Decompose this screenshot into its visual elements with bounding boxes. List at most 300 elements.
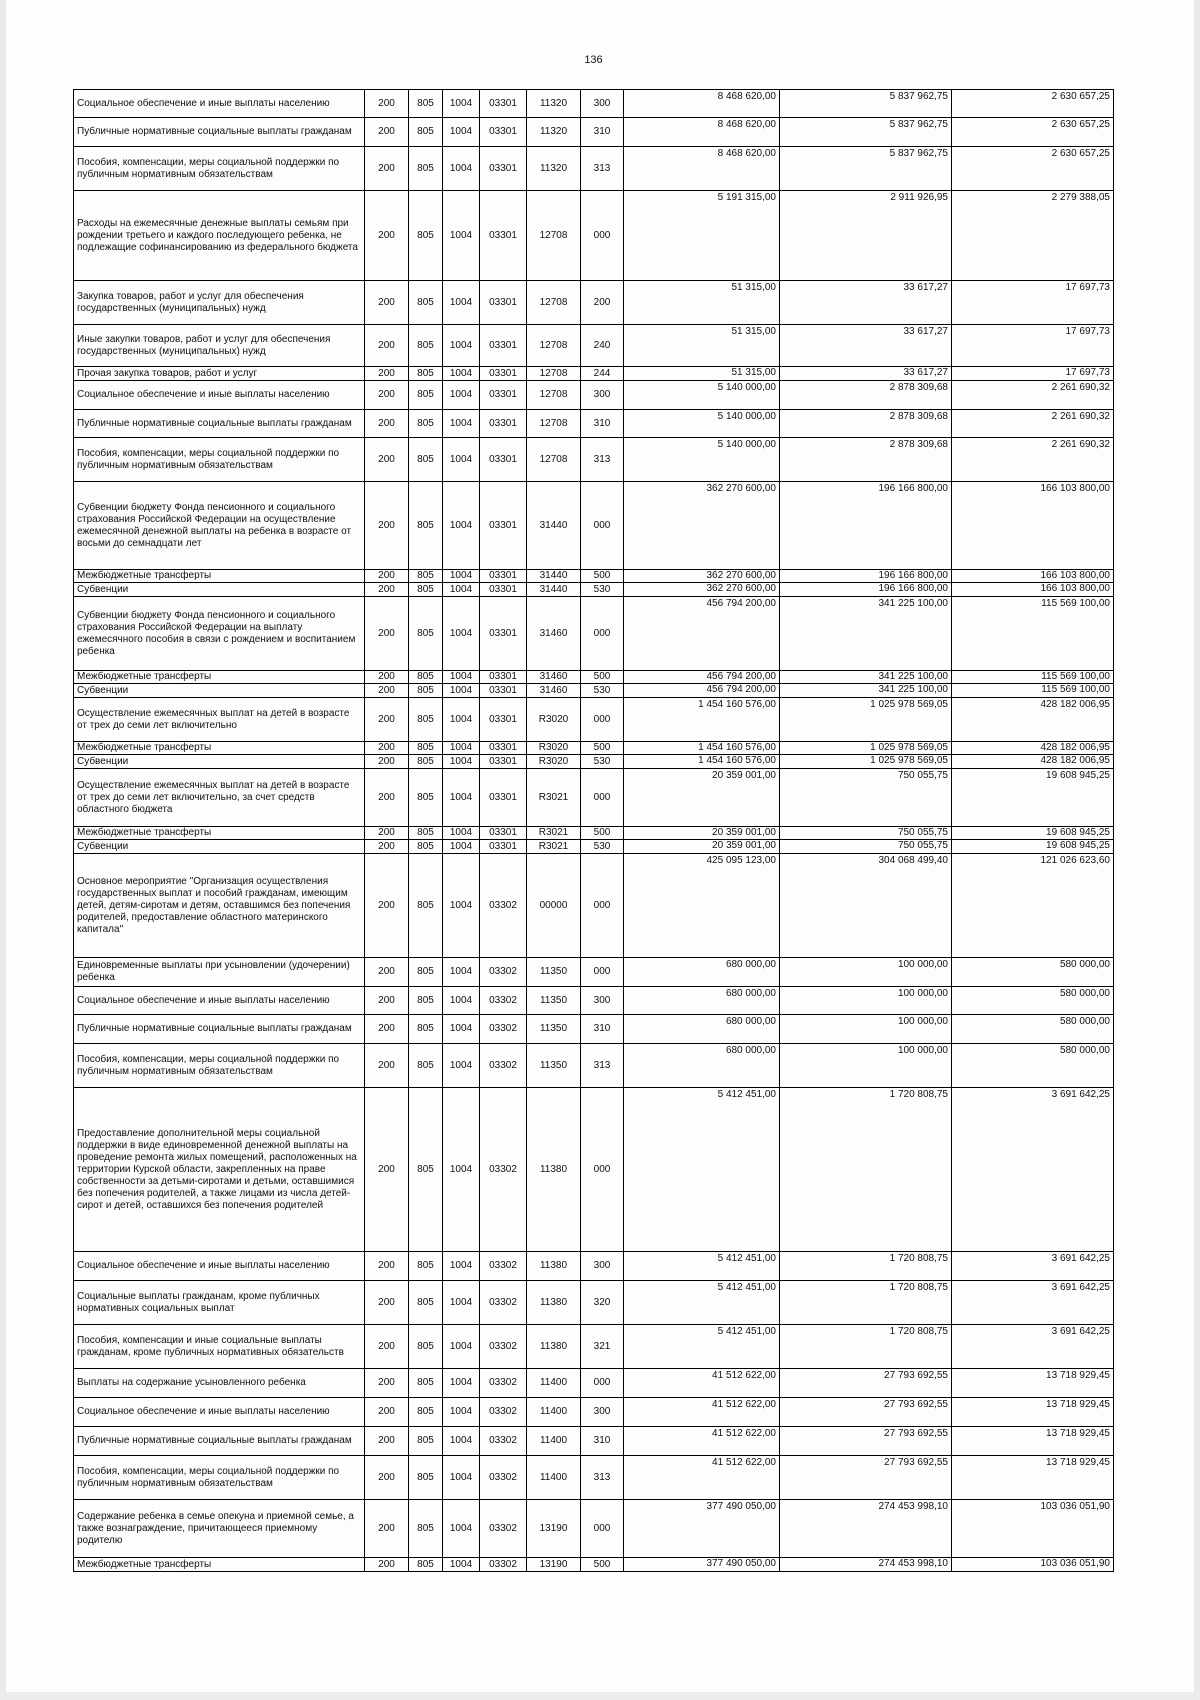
code-cell: 805 [409, 854, 443, 958]
code-cell: 1004 [443, 671, 480, 684]
code-cell: 805 [409, 438, 443, 482]
table-row [74, 438, 1114, 482]
code-cell: 03302 [480, 1558, 527, 1572]
code-cell: 12708 [527, 191, 581, 281]
code-cell: 200 [365, 570, 409, 583]
row-name: Социальное обеспечение и иные выплаты населению [74, 1398, 365, 1427]
amount-cell: 51 315,00 [624, 281, 780, 325]
code-cell: 805 [409, 755, 443, 769]
code-cell: 500 [581, 671, 624, 684]
code-cell: 313 [581, 1044, 624, 1088]
row-name: Пособия, компенсации, меры социальной поддержки по публичным нормативным обязательствам [74, 1456, 365, 1500]
code-cell: 03302 [480, 958, 527, 987]
code-cell: 03301 [480, 482, 527, 570]
code-cell: 805 [409, 987, 443, 1015]
row-name: Выплаты на содержание усыновленного ребенка [74, 1369, 365, 1398]
code-cell: 200 [365, 1044, 409, 1088]
row-name: Субвенции бюджету Фонда пенсионного и социального страхования Российской Федерации на осуществление ежемесячной денежной выплаты на ребенка в возрасте от восьми до семнадцати лет [74, 482, 365, 570]
row-name: Социальное обеспечение и иные выплаты населению [74, 987, 365, 1015]
row-name: Пособия, компенсации, меры социальной поддержки по публичным нормативным обязательствам [74, 147, 365, 191]
code-cell: 03302 [480, 854, 527, 958]
amount-cell: 51 315,00 [624, 325, 780, 367]
row-name: Предоставление дополнительной меры социальной поддержки в виде единовременной денежной выплаты на проведение ремонта жилых помещений, расположенных на территории Курской области, закрепленных на праве собственности за детьми-сиротами и детьми, оставшимися без попечения родителей, а также лицами из числа детей-сирот и детей, оставшихся без попечения родителей [74, 1088, 365, 1252]
amount-cell: 580 000,00 [952, 958, 1114, 987]
code-cell: 805 [409, 1044, 443, 1088]
code-cell: 03302 [480, 1369, 527, 1398]
table-row [74, 410, 1114, 438]
code-cell: 805 [409, 191, 443, 281]
amount-cell: 1 454 160 576,00 [624, 755, 780, 769]
code-cell: 530 [581, 684, 624, 698]
amount-cell: 5 837 962,75 [780, 118, 952, 147]
code-cell: 805 [409, 482, 443, 570]
amount-cell: 5 412 451,00 [624, 1281, 780, 1325]
code-cell: 500 [581, 1558, 624, 1572]
table-row [74, 1015, 1114, 1044]
table-row [74, 583, 1114, 597]
amount-cell: 1 025 978 569,05 [780, 755, 952, 769]
table-row [74, 367, 1114, 381]
row-name: Субвенции [74, 684, 365, 698]
table-row [74, 1088, 1114, 1252]
code-cell: 1004 [443, 325, 480, 367]
amount-cell: 100 000,00 [780, 987, 952, 1015]
code-cell: 11350 [527, 987, 581, 1015]
scan-edge-bottom [0, 1692, 1200, 1700]
amount-cell: 3 691 642,25 [952, 1252, 1114, 1281]
table-row [74, 755, 1114, 769]
row-name: Межбюджетные трансферты [74, 827, 365, 840]
amount-cell: 13 718 929,45 [952, 1369, 1114, 1398]
code-cell: 200 [365, 1369, 409, 1398]
code-cell: 200 [365, 827, 409, 840]
table-row [74, 147, 1114, 191]
code-cell: 321 [581, 1325, 624, 1369]
code-cell: 03302 [480, 1456, 527, 1500]
amount-cell: 580 000,00 [952, 987, 1114, 1015]
code-cell: 200 [365, 769, 409, 827]
amount-cell: 580 000,00 [952, 1015, 1114, 1044]
table-row [74, 1500, 1114, 1558]
amount-cell: 5 837 962,75 [780, 147, 952, 191]
code-cell: 1004 [443, 1044, 480, 1088]
amount-cell: 428 182 006,95 [952, 755, 1114, 769]
amount-cell: 341 225 100,00 [780, 684, 952, 698]
code-cell: 300 [581, 987, 624, 1015]
amount-cell: 41 512 622,00 [624, 1369, 780, 1398]
code-cell: 1004 [443, 583, 480, 597]
amount-cell: 5 140 000,00 [624, 381, 780, 410]
row-name: Расходы на ежемесячные денежные выплаты семьям при рождении третьего и каждого последующего ребенка, не подлежащие софинансированию из федерального бюджета [74, 191, 365, 281]
code-cell: 03301 [480, 769, 527, 827]
code-cell: 200 [365, 381, 409, 410]
code-cell: R3020 [527, 755, 581, 769]
amount-cell: 5 837 962,75 [780, 90, 952, 118]
amount-cell: 19 608 945,25 [952, 827, 1114, 840]
code-cell: 11400 [527, 1398, 581, 1427]
code-cell: 1004 [443, 381, 480, 410]
code-cell: 200 [365, 1558, 409, 1572]
code-cell: 03301 [480, 583, 527, 597]
code-cell: 1004 [443, 769, 480, 827]
code-cell: 244 [581, 367, 624, 381]
code-cell: 000 [581, 1369, 624, 1398]
row-name: Прочая закупка товаров, работ и услуг [74, 367, 365, 381]
code-cell: 200 [365, 482, 409, 570]
amount-cell: 1 025 978 569,05 [780, 742, 952, 755]
amount-cell: 2 878 309,68 [780, 410, 952, 438]
code-cell: 200 [365, 755, 409, 769]
table-row [74, 840, 1114, 854]
code-cell: 00000 [527, 854, 581, 958]
code-cell: 805 [409, 147, 443, 191]
amount-cell: 5 191 315,00 [624, 191, 780, 281]
code-cell: 805 [409, 381, 443, 410]
code-cell: 200 [365, 1398, 409, 1427]
table-row [74, 1558, 1114, 1572]
code-cell: 300 [581, 90, 624, 118]
code-cell: 313 [581, 1456, 624, 1500]
code-cell: 11380 [527, 1088, 581, 1252]
amount-cell: 13 718 929,45 [952, 1427, 1114, 1456]
code-cell: 240 [581, 325, 624, 367]
table-row [74, 1369, 1114, 1398]
code-cell: 805 [409, 410, 443, 438]
code-cell: 1004 [443, 742, 480, 755]
code-cell: 03302 [480, 1500, 527, 1558]
table-row [74, 698, 1114, 742]
code-cell: 1004 [443, 281, 480, 325]
amount-cell: 456 794 200,00 [624, 597, 780, 671]
code-cell: 805 [409, 684, 443, 698]
amount-cell: 2 261 690,32 [952, 438, 1114, 482]
code-cell: 000 [581, 1500, 624, 1558]
row-name: Содержание ребенка в семье опекуна и приемной семье, а также вознаграждение, причитающееся приемному родителю [74, 1500, 365, 1558]
amount-cell: 103 036 051,90 [952, 1558, 1114, 1572]
table-row [74, 1325, 1114, 1369]
row-name: Социальное обеспечение и иные выплаты населению [74, 90, 365, 118]
code-cell: 200 [365, 742, 409, 755]
amount-cell: 13 718 929,45 [952, 1456, 1114, 1500]
code-cell: 805 [409, 325, 443, 367]
code-cell: 03301 [480, 325, 527, 367]
amount-cell: 8 468 620,00 [624, 90, 780, 118]
amount-cell: 27 793 692,55 [780, 1398, 952, 1427]
code-cell: 805 [409, 1558, 443, 1572]
code-cell: 11380 [527, 1325, 581, 1369]
amount-cell: 680 000,00 [624, 958, 780, 987]
code-cell: 200 [365, 1252, 409, 1281]
code-cell: 200 [365, 1088, 409, 1252]
amount-cell: 20 359 001,00 [624, 769, 780, 827]
table-row [74, 827, 1114, 840]
amount-cell: 2 630 657,25 [952, 90, 1114, 118]
code-cell: 200 [365, 597, 409, 671]
scan-edge-left [0, 0, 6, 1700]
code-cell: R3020 [527, 698, 581, 742]
code-cell: 03301 [480, 281, 527, 325]
code-cell: 805 [409, 1252, 443, 1281]
code-cell: 1004 [443, 482, 480, 570]
code-cell: 300 [581, 1398, 624, 1427]
code-cell: 805 [409, 840, 443, 854]
code-cell: 200 [365, 118, 409, 147]
row-name: Единовременные выплаты при усыновлении (удочерении) ребенка [74, 958, 365, 987]
code-cell: 1004 [443, 90, 480, 118]
code-cell: 200 [365, 325, 409, 367]
row-name: Основное мероприятие "Организация осуществления государственных выплат и пособий гражданам, имеющим детей, детям-сиротам и детям, оставшимся без попечения родителей, предоставление областного материнского капитала" [74, 854, 365, 958]
code-cell: 530 [581, 755, 624, 769]
amount-cell: 274 453 998,10 [780, 1558, 952, 1572]
amount-cell: 2 261 690,32 [952, 381, 1114, 410]
code-cell: 805 [409, 827, 443, 840]
code-cell: 000 [581, 698, 624, 742]
row-name: Публичные нормативные социальные выплаты гражданам [74, 1015, 365, 1044]
amount-cell: 3 691 642,25 [952, 1088, 1114, 1252]
code-cell: 03301 [480, 755, 527, 769]
code-cell: 000 [581, 769, 624, 827]
code-cell: 03301 [480, 570, 527, 583]
code-cell: R3020 [527, 742, 581, 755]
code-cell: 03302 [480, 1088, 527, 1252]
row-name: Социальные выплаты гражданам, кроме публичных нормативных социальных выплат [74, 1281, 365, 1325]
code-cell: 200 [365, 410, 409, 438]
code-cell: 1004 [443, 1558, 480, 1572]
amount-cell: 362 270 600,00 [624, 583, 780, 597]
amount-cell: 362 270 600,00 [624, 570, 780, 583]
code-cell: 31440 [527, 583, 581, 597]
code-cell: 805 [409, 570, 443, 583]
budget-table [73, 89, 1114, 1572]
amount-cell: 362 270 600,00 [624, 482, 780, 570]
code-cell: 000 [581, 191, 624, 281]
code-cell: 530 [581, 840, 624, 854]
amount-cell: 1 720 808,75 [780, 1325, 952, 1369]
code-cell: 000 [581, 482, 624, 570]
amount-cell: 19 608 945,25 [952, 769, 1114, 827]
amount-cell: 428 182 006,95 [952, 742, 1114, 755]
amount-cell: 17 697,73 [952, 367, 1114, 381]
code-cell: 11400 [527, 1456, 581, 1500]
code-cell: 200 [365, 684, 409, 698]
code-cell: 805 [409, 118, 443, 147]
code-cell: 03301 [480, 698, 527, 742]
amount-cell: 425 095 123,00 [624, 854, 780, 958]
code-cell: 313 [581, 147, 624, 191]
amount-cell: 580 000,00 [952, 1044, 1114, 1088]
code-cell: 1004 [443, 840, 480, 854]
code-cell: 200 [365, 698, 409, 742]
code-cell: 03301 [480, 840, 527, 854]
row-name: Осуществление ежемесячных выплат на детей в возрасте от трех до семи лет включительно [74, 698, 365, 742]
code-cell: 200 [365, 147, 409, 191]
code-cell: 200 [365, 281, 409, 325]
amount-cell: 1 025 978 569,05 [780, 698, 952, 742]
code-cell: 11320 [527, 118, 581, 147]
amount-cell: 17 697,73 [952, 325, 1114, 367]
table-row [74, 987, 1114, 1015]
code-cell: 11400 [527, 1427, 581, 1456]
code-cell: 310 [581, 118, 624, 147]
amount-cell: 51 315,00 [624, 367, 780, 381]
code-cell: R3021 [527, 769, 581, 827]
code-cell: 03301 [480, 191, 527, 281]
code-cell: 13190 [527, 1558, 581, 1572]
code-cell: 11320 [527, 90, 581, 118]
code-cell: 1004 [443, 570, 480, 583]
code-cell: 11380 [527, 1252, 581, 1281]
code-cell: 000 [581, 1088, 624, 1252]
code-cell: 03302 [480, 1325, 527, 1369]
table-row [74, 684, 1114, 698]
amount-cell: 8 468 620,00 [624, 147, 780, 191]
code-cell: 12708 [527, 367, 581, 381]
table-row [74, 1427, 1114, 1456]
code-cell: 805 [409, 742, 443, 755]
code-cell: 805 [409, 769, 443, 827]
row-name: Закупка товаров, работ и услуг для обеспечения государственных (муниципальных) нужд [74, 281, 365, 325]
code-cell: 805 [409, 1015, 443, 1044]
amount-cell: 5 412 451,00 [624, 1252, 780, 1281]
code-cell: 000 [581, 958, 624, 987]
amount-cell: 196 166 800,00 [780, 583, 952, 597]
row-name: Осуществление ежемесячных выплат на детей в возрасте от трех до семи лет включительно, за счет средств областного бюджета [74, 769, 365, 827]
table-row [74, 381, 1114, 410]
code-cell: 1004 [443, 827, 480, 840]
code-cell: 530 [581, 583, 624, 597]
code-cell: 300 [581, 381, 624, 410]
amount-cell: 428 182 006,95 [952, 698, 1114, 742]
code-cell: 12708 [527, 438, 581, 482]
code-cell: 805 [409, 1369, 443, 1398]
amount-cell: 377 490 050,00 [624, 1500, 780, 1558]
code-cell: 805 [409, 1427, 443, 1456]
code-cell: 500 [581, 742, 624, 755]
code-cell: 03301 [480, 367, 527, 381]
amount-cell: 33 617,27 [780, 281, 952, 325]
table-row [74, 742, 1114, 755]
amount-cell: 750 055,75 [780, 769, 952, 827]
code-cell: 03302 [480, 987, 527, 1015]
code-cell: 200 [365, 958, 409, 987]
code-cell: 320 [581, 1281, 624, 1325]
code-cell: 03302 [480, 1252, 527, 1281]
amount-cell: 27 793 692,55 [780, 1369, 952, 1398]
amount-cell: 2 261 690,32 [952, 410, 1114, 438]
code-cell: 12708 [527, 410, 581, 438]
code-cell: 200 [365, 1456, 409, 1500]
code-cell: 03302 [480, 1044, 527, 1088]
amount-cell: 456 794 200,00 [624, 671, 780, 684]
table-row [74, 90, 1114, 118]
code-cell: 805 [409, 1500, 443, 1558]
amount-cell: 166 103 800,00 [952, 583, 1114, 597]
table-row [74, 769, 1114, 827]
code-cell: 03302 [480, 1281, 527, 1325]
code-cell: 805 [409, 597, 443, 671]
amount-cell: 456 794 200,00 [624, 684, 780, 698]
row-name: Публичные нормативные социальные выплаты гражданам [74, 118, 365, 147]
amount-cell: 166 103 800,00 [952, 570, 1114, 583]
row-name: Межбюджетные трансферты [74, 570, 365, 583]
table-row [74, 1456, 1114, 1500]
code-cell: R3021 [527, 840, 581, 854]
amount-cell: 2 878 309,68 [780, 381, 952, 410]
code-cell: 313 [581, 438, 624, 482]
code-cell: 03301 [480, 671, 527, 684]
code-cell: 1004 [443, 1325, 480, 1369]
table-row [74, 1044, 1114, 1088]
code-cell: 805 [409, 671, 443, 684]
row-name: Пособия, компенсации и иные социальные выплаты гражданам, кроме публичных нормативных обязательств [74, 1325, 365, 1369]
code-cell: 1004 [443, 958, 480, 987]
table-row [74, 597, 1114, 671]
table-row [74, 1398, 1114, 1427]
amount-cell: 103 036 051,90 [952, 1500, 1114, 1558]
code-cell: 805 [409, 698, 443, 742]
table-row [74, 281, 1114, 325]
row-name: Межбюджетные трансферты [74, 742, 365, 755]
code-cell: 1004 [443, 698, 480, 742]
code-cell: 200 [365, 191, 409, 281]
code-cell: 03301 [480, 147, 527, 191]
amount-cell: 5 140 000,00 [624, 410, 780, 438]
code-cell: 1004 [443, 987, 480, 1015]
code-cell: 000 [581, 854, 624, 958]
amount-cell: 1 720 808,75 [780, 1088, 952, 1252]
amount-cell: 27 793 692,55 [780, 1427, 952, 1456]
amount-cell: 2 279 388,05 [952, 191, 1114, 281]
table-row [74, 118, 1114, 147]
row-name: Социальное обеспечение и иные выплаты населению [74, 1252, 365, 1281]
code-cell: 200 [365, 1015, 409, 1044]
amount-cell: 5 140 000,00 [624, 438, 780, 482]
amount-cell: 377 490 050,00 [624, 1558, 780, 1572]
amount-cell: 115 569 100,00 [952, 597, 1114, 671]
table-row [74, 325, 1114, 367]
amount-cell: 33 617,27 [780, 325, 952, 367]
table-row [74, 958, 1114, 987]
amount-cell: 274 453 998,10 [780, 1500, 952, 1558]
row-name: Субвенции бюджету Фонда пенсионного и социального страхования Российской Федерации на выплату ежемесячного пособия в связи с рождением и воспитанием ребенка [74, 597, 365, 671]
code-cell: 200 [365, 671, 409, 684]
amount-cell: 2 630 657,25 [952, 147, 1114, 191]
code-cell: 200 [365, 1500, 409, 1558]
budget-table-body [74, 90, 1114, 1572]
amount-cell: 100 000,00 [780, 958, 952, 987]
code-cell: 310 [581, 410, 624, 438]
code-cell: 1004 [443, 684, 480, 698]
code-cell: 500 [581, 570, 624, 583]
code-cell: 200 [365, 367, 409, 381]
code-cell: 31440 [527, 570, 581, 583]
amount-cell: 20 359 001,00 [624, 827, 780, 840]
code-cell: 03301 [480, 742, 527, 755]
code-cell: 1004 [443, 1252, 480, 1281]
amount-cell: 1 454 160 576,00 [624, 698, 780, 742]
code-cell: 1004 [443, 147, 480, 191]
amount-cell: 100 000,00 [780, 1044, 952, 1088]
code-cell: 03301 [480, 90, 527, 118]
code-cell: 805 [409, 1456, 443, 1500]
amount-cell: 1 454 160 576,00 [624, 742, 780, 755]
amount-cell: 1 720 808,75 [780, 1252, 952, 1281]
code-cell: 805 [409, 367, 443, 381]
code-cell: R3021 [527, 827, 581, 840]
page-number: 136 [584, 54, 603, 66]
table-row [74, 1281, 1114, 1325]
row-name: Социальное обеспечение и иные выплаты населению [74, 381, 365, 410]
